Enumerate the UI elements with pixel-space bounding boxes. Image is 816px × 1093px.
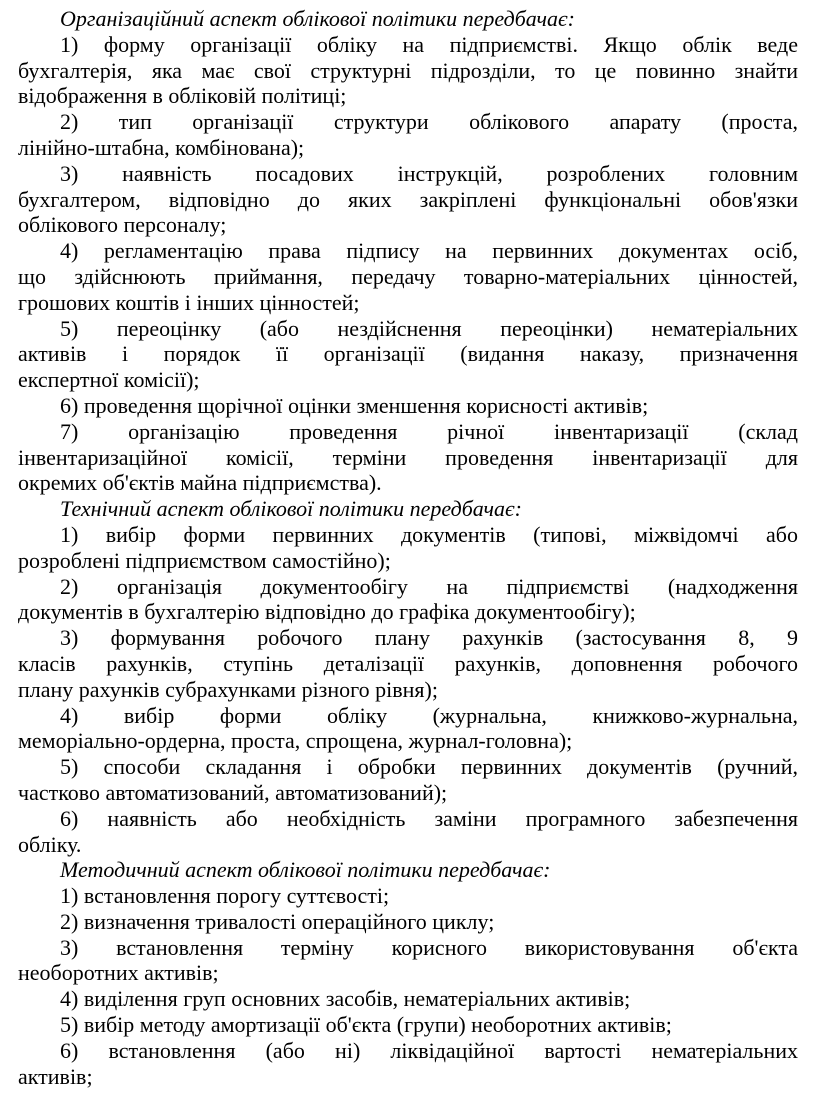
text-line: 6) проведення щорічної оцінки зменшення корисності активів;	[60, 392, 649, 418]
text-line: 2) визначення тривалості операційного циклу;	[60, 908, 495, 934]
list-item	[18, 986, 798, 1012]
section-heading	[18, 496, 798, 522]
list-item	[18, 1012, 798, 1038]
text-line: 2) тип організації структури облікового апарату (проста,	[60, 109, 798, 135]
text-line: грошових коштів і інших цінностей;	[18, 289, 360, 315]
list-item	[18, 393, 798, 419]
text-line: активів;	[18, 1063, 93, 1089]
text-line: Методичний аспект облікової політики передбачає:	[60, 857, 551, 883]
list-item	[18, 754, 798, 806]
list-item	[18, 522, 798, 574]
text-line: частково автоматизований, автоматизований);	[18, 779, 448, 805]
text-line: 1) встановлення порогу суттєвості;	[60, 883, 390, 909]
text-line: Організаційний аспект облікової політики передбачає:	[60, 6, 575, 31]
list-item	[18, 109, 798, 161]
list-item	[18, 238, 798, 315]
text-line: активів і порядок її організації (видання наказу, призначення	[18, 341, 798, 367]
text-line: розроблені підприємством самостійно);	[18, 547, 391, 573]
text-line: що здійснюють приймання, передачу товарно-матеріальних цінностей,	[18, 263, 798, 289]
text-line: обліку.	[18, 831, 82, 857]
list-item	[18, 32, 798, 109]
text-line: 2) організація документообігу на підприємстві (надходження	[60, 573, 798, 599]
text-line: 1) форму організації обліку на підприємстві. Якщо облік веде	[60, 31, 798, 57]
text-line: бухгалтерія, яка має свої структурні підрозділи, то це повинно знайти	[18, 57, 798, 83]
list-item	[18, 419, 798, 496]
text-line: бухгалтером, відповідно до яких закріплені функціональні обов'язки	[18, 186, 798, 212]
list-item	[18, 161, 798, 238]
section-heading	[18, 6, 798, 32]
text-line: відображення в обліковій політиці;	[18, 83, 347, 109]
text-line: меморіально-ордерна, проста, спрощена, журнал-головна);	[18, 728, 573, 754]
list-item	[18, 883, 798, 909]
text-line: документів в бухгалтерію відповідно до графіка документообігу);	[18, 599, 636, 625]
text-line: експертної комісії);	[18, 367, 200, 393]
document-page	[18, 6, 798, 1089]
text-line: 3) встановлення терміну корисного використовування об'єкта	[60, 934, 798, 960]
text-line: плану рахунків субрахунками різного рівня);	[18, 676, 438, 702]
text-line: лінійно-штабна, комбінована);	[18, 134, 305, 160]
text-line: 6) встановлення (або ні) ліквідаційної вартості нематеріальних	[60, 1037, 798, 1063]
text-line: 1) вибір форми первинних документів (типові, міжвідомчі або	[60, 521, 798, 547]
text-line: облікового персоналу;	[18, 212, 227, 238]
text-line: інвентаризаційної комісії, терміни проведення інвентаризації для	[18, 444, 798, 470]
list-item	[18, 316, 798, 393]
text-line: 5) переоцінку (або нездійснення переоцінки) нематеріальних	[60, 315, 798, 341]
list-item	[18, 909, 798, 935]
text-line: 7) організацію проведення річної інвентаризації (склад	[60, 418, 798, 444]
text-line: необоротних активів;	[18, 960, 219, 986]
list-item	[18, 935, 798, 987]
section-heading	[18, 857, 798, 883]
list-item	[18, 625, 798, 702]
text-line: 4) регламентацію права підпису на первинних документах осіб,	[60, 238, 798, 264]
list-item	[18, 703, 798, 755]
text-line: 3) наявність посадових інструкцій, розроблених головним	[60, 160, 798, 186]
text-line: 3) формування робочого плану рахунків (застосування 8, 9	[60, 625, 798, 651]
text-line: Технічний аспект облікової політики передбачає:	[60, 496, 522, 522]
text-line: 5) способи складання і обробки первинних документів (ручний,	[60, 754, 798, 780]
list-item	[18, 574, 798, 626]
list-item	[18, 1038, 798, 1090]
text-line: класів рахунків, ступінь деталізації рахунків, доповнення робочого	[18, 650, 798, 676]
text-line: 4) вибір форми обліку (журнальна, книжково-журнальна,	[60, 702, 798, 728]
text-line: 4) виділення груп основних засобів, нематеріальних активів;	[60, 986, 631, 1012]
text-line: 5) вибір методу амортизації об'єкта (групи) необоротних активів;	[60, 1012, 672, 1038]
list-item	[18, 806, 798, 858]
text-line: окремих об'єктів майна підприємства).	[18, 470, 382, 496]
text-line: 6) наявність або необхідність заміни програмного забезпечення	[60, 805, 798, 831]
